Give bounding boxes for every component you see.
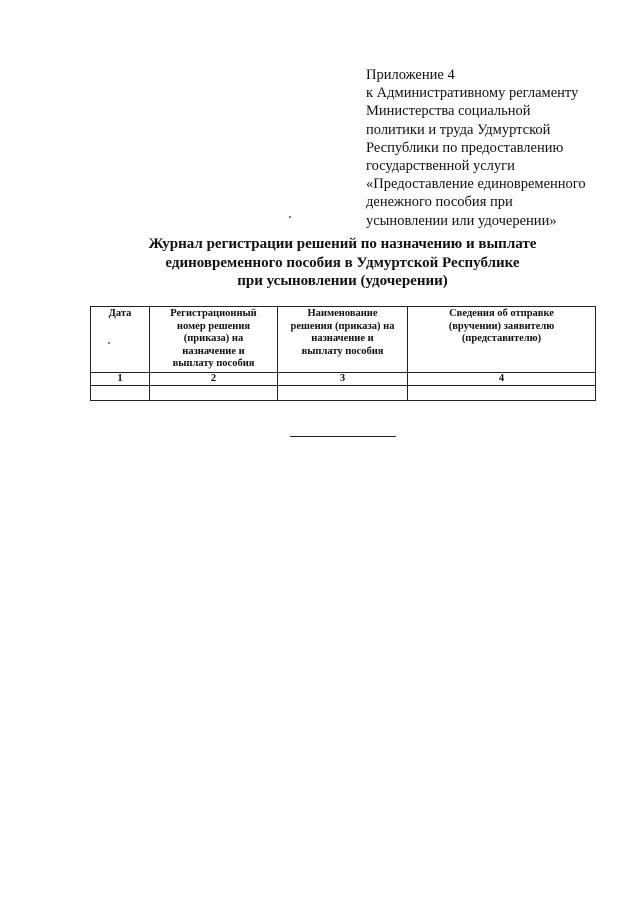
journal-title-line: при усыновлении (удочерении) [237,273,448,289]
appendix-line: усыновлении или удочерении» [366,212,557,229]
table-cell [278,385,408,400]
scan-speck [108,342,110,344]
end-separator-line [290,436,396,437]
header-text: назначение и [182,345,245,357]
journal-title-line: Журнал регистрации решений по назначению и выплате [148,236,537,252]
appendix-line: государственной услуги [366,158,515,175]
table-header-row [91,307,596,373]
appendix-line: «Предоставление единовременного [366,176,586,193]
appendix-block [366,66,616,230]
header-text: решения (приказа) на [290,320,395,332]
header-text: (представителю) [461,333,542,344]
column-number: 1 [91,372,150,385]
table-cell [150,385,278,400]
header-text: (приказа) на [183,333,244,344]
appendix-line: политики и труда Удмуртской [366,121,551,138]
appendix-line: Министерства социальной [366,103,531,120]
table-cell [91,385,150,400]
header-date [91,307,150,373]
column-number: 2 [150,372,278,385]
header-text: Сведения об отправке [449,308,554,319]
header-decision-name [278,307,408,373]
journal-title [100,235,585,291]
header-text: номер решения [176,320,251,332]
header-text: выплату пособия [172,358,255,369]
journal-table [90,306,596,401]
header-text: Регистрационный [170,308,257,319]
column-number-row [91,372,596,385]
header-text: назначение и [311,333,374,344]
appendix-line: денежного пособия при [366,194,513,211]
header-dispatch-info [408,307,596,373]
header-registration-number [150,307,278,373]
table-cell [408,385,596,400]
appendix-line: Приложение 4 [366,67,455,83]
column-number: 4 [408,372,596,385]
journal-title-line: единовременного пособия в Удмуртской Республике [165,254,520,271]
header-text: Наименование [307,308,378,319]
header-text: Дата [108,308,132,319]
appendix-line: к Административному регламенту [366,85,579,102]
header-text: (вручении) заявителю [448,320,555,332]
table-row [91,385,596,400]
scan-speck [289,216,291,218]
column-number: 3 [278,372,408,385]
appendix-line: Республики по предоставлению [366,139,564,156]
header-text: выплату пособия [301,345,384,357]
